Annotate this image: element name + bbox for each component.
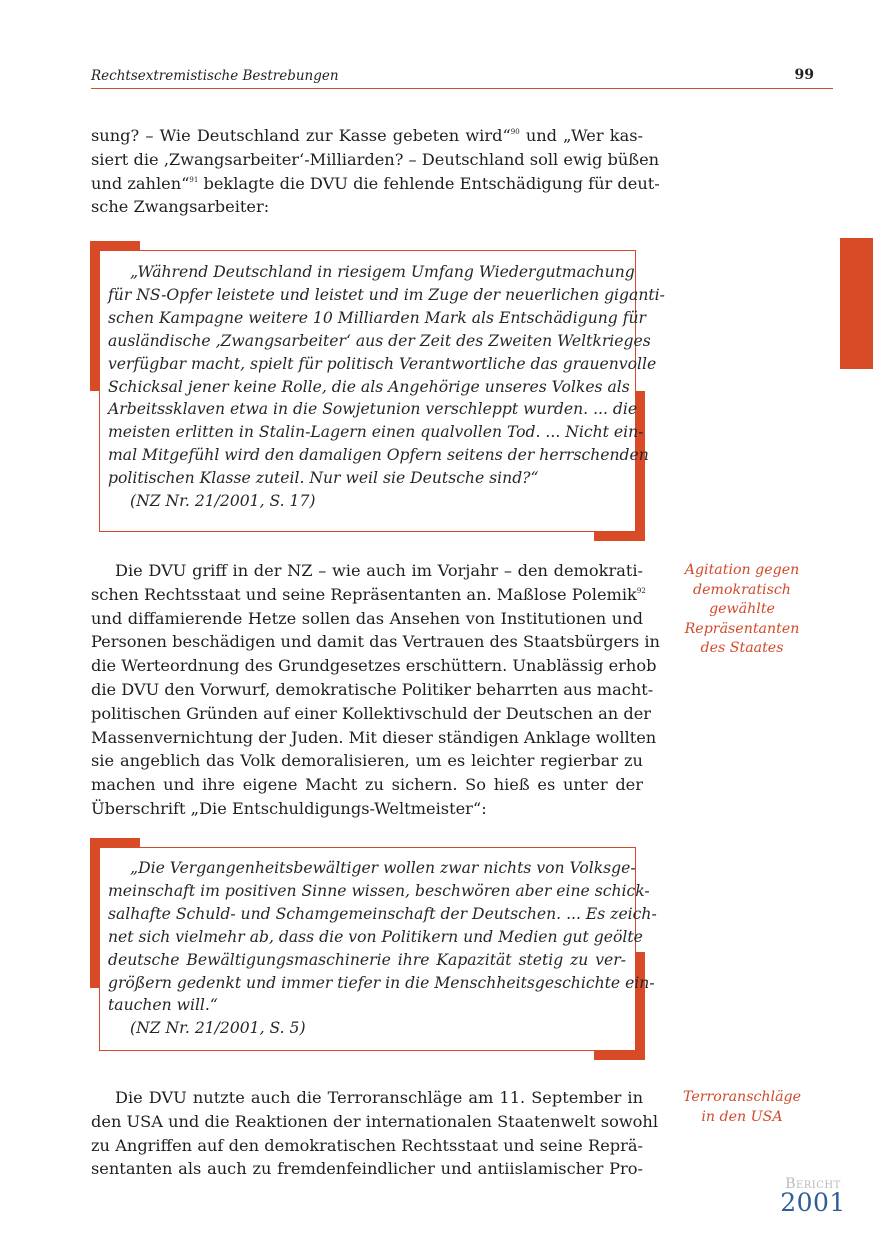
margin-note-line: demokratisch [693, 581, 791, 598]
margin-note-agitation [672, 561, 812, 659]
margin-note-line: gewählte [709, 601, 775, 618]
bericht-2001-logo [775, 1177, 851, 1215]
text-line: und zahlen“$^{91}$ beklagte die DVU die fehlende Entschädigung für deut- [91, 173, 660, 193]
quote-line: Arbeitssklaven etwa in die Sowjetunion verschleppt wurden. ... die [108, 400, 638, 419]
quote-text [108, 857, 657, 1040]
footnote-ref: 90 [510, 128, 520, 136]
text-line: siert die ‚Zwangsarbeiter‘-Milliarden? – Deutschland soll ewig büßen [91, 149, 660, 169]
quote-line: salhafte Schuld- und Schamgemeinschaft der Deutschen. ... Es zeich- [108, 904, 657, 923]
quote-source: (NZ Nr. 21/2001, S. 5) [130, 1019, 306, 1038]
quote-line: Schicksal jener keine Rolle, die als Angehörige unseres Volkes als [108, 377, 630, 396]
text-line: sche Zwangsarbeiter: [91, 197, 270, 217]
quote-line: größern gedenkt und immer tiefer in die Menschheitsgeschichte ein- [108, 973, 655, 992]
quote-line: politischen Klasse zuteil. Nur weil sie Deutsche sind?“ [108, 469, 539, 488]
margin-note-line: Terroranschläge [682, 1089, 802, 1105]
quote-line: meisten erlitten in Stalin-Lagern einen qualvollen Tod. ... Nicht ein- [108, 423, 644, 442]
quote-line: verfügbar macht, spielt für politisch Verantwortliche das grauenvolle [108, 354, 657, 373]
paragraph-3 [91, 1086, 659, 1181]
margin-note-line: des Staates [700, 640, 784, 657]
quote-line: für NS-Opfer leistete und leistet und im Zuge der neuerlichen giganti- [108, 285, 665, 304]
logo-year: 2001 [780, 1188, 846, 1217]
footnote-ref: 92 [636, 586, 646, 595]
text-line: die DVU den Vorwurf, demokratische Politiker beharrten aus macht- [91, 679, 654, 699]
quote-line: deutsche Bewältigungsmaschinerie ihre Kapazität stetig zu ver- [108, 950, 626, 969]
quote-line: schen Kampagne weitere 10 Milliarden Mark als Entschädigung für [108, 308, 646, 327]
quote-line: meinschaft im positiven Sinne wissen, beschwören aber eine schick- [108, 881, 650, 900]
logo-word: Bericht [785, 1176, 841, 1192]
quote-line: net sich vielmehr ab, dass die von Politikern und Medien gut geölte [108, 927, 643, 946]
quote-text [108, 261, 665, 513]
text-line: die Werteordnung des Grundgesetzes erschüttern. Unablässig erhob [91, 656, 657, 676]
text-line: sie angeblich das Volk demoralisieren, um es leichter regierbar zu [91, 751, 643, 771]
text-line: sung? – Wie Deutschland zur Kasse gebeten wird“$^{90}$ und „Wer kas- [91, 126, 643, 145]
text-line: den USA und die Reaktionen der internationalen Staatenwelt sowohl [91, 1111, 659, 1131]
quote-line: mal Mitgefühl wird den damaligen Opfern seitens der herrschenden [108, 446, 649, 465]
text-line: machen und ihre eigene Macht zu sichern. So hieß es unter der [91, 775, 643, 795]
text-line: politischen Gründen auf einer Kollektivschuld der Deutschen an der [91, 703, 652, 723]
margin-note-line: Repräsentanten [684, 620, 800, 637]
quote-source: (NZ Nr. 21/2001, S. 17) [130, 492, 316, 511]
text-line: und diffamierende Hetze sollen das Ansehen von Institutionen und [91, 608, 643, 628]
running-title: Rechtsextremistische Bestrebungen [91, 68, 339, 84]
page-number: 99 [794, 67, 814, 83]
running-header [91, 66, 833, 89]
paragraph-1 [91, 124, 660, 219]
text-line: Die DVU nutzte auch die Terroranschläge am 11. September in [115, 1088, 643, 1107]
quote-line: tauchen will.“ [108, 996, 218, 1015]
quote-line: ausländische ‚Zwangsarbeiter‘ aus der Zeit des Zweiten Weltkrieges [108, 331, 651, 350]
margin-note-line: Agitation gegen [684, 562, 800, 578]
text-line: Die DVU griff in der NZ – wie auch im Vorjahr – den demokrati- [115, 561, 643, 580]
text-line: sentanten als auch zu fremdenfeindlicher und antiislamischer Pro- [91, 1159, 643, 1179]
quote-line: „Die Vergangenheitsbewältiger wollen zwar nichts von Volksge- [130, 859, 636, 877]
margin-note-line: in den USA [701, 1108, 783, 1125]
text-line: Personen beschädigen und damit das Vertrauen des Staatsbürgers in [91, 632, 660, 652]
footnote-ref: 91 [189, 175, 199, 184]
text-line: Überschrift „Die Entschuldigungs-Weltmeister“: [91, 798, 487, 818]
margin-note-terror [672, 1088, 812, 1127]
text-line: schen Rechtsstaat und seine Repräsentanten an. Maßlose Polemik$^{92}$ [91, 584, 646, 604]
chapter-side-tab [840, 238, 873, 369]
paragraph-2 [91, 559, 660, 821]
text-line: Massenvernichtung der Juden. Mit dieser ständigen Anklage wollten [91, 727, 657, 747]
quote-line: „Während Deutschland in riesigem Umfang Wiedergutmachung [130, 263, 635, 281]
text-line: zu Angriffen auf den demokratischen Rechtsstaat und seine Reprä- [91, 1135, 643, 1155]
